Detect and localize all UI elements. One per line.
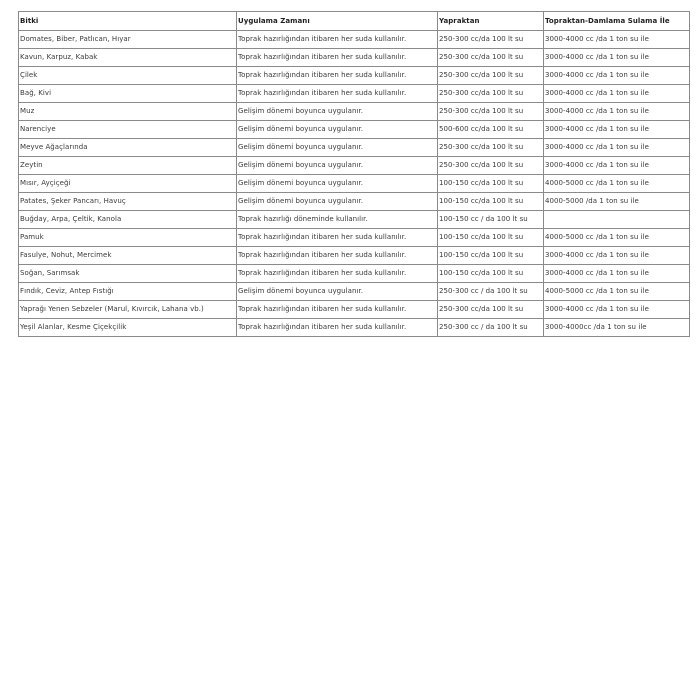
cell-application-time: Toprak hazırlığından itibaren her suda kullanılır. (237, 229, 438, 247)
cell-application-time: Toprak hazırlığından itibaren her suda kullanılır. (237, 319, 438, 337)
cell-plant: Fındık, Ceviz, Antep Fıstığı (19, 283, 237, 301)
cell-application-time: Toprak hazırlığından itibaren her suda kullanılır. (237, 31, 438, 49)
cell-application-time: Gelişim dönemi boyunca uygulanır. (237, 139, 438, 157)
cell-soil-drip: 3000-4000 cc /da 1 ton su ile (544, 85, 690, 103)
cell-application-time: Toprak hazırlığından itibaren her suda kullanılır. (237, 85, 438, 103)
table-row (19, 265, 690, 283)
table-row (19, 319, 690, 337)
cell-plant: Yaprağı Yenen Sebzeler (Marul, Kıvırcık, Lahana vb.) (19, 301, 237, 319)
table-row (19, 193, 690, 211)
cell-application-time: Toprak hazırlığından itibaren her suda kullanılır. (237, 49, 438, 67)
header-application-time: Uygulama Zamanı (237, 12, 438, 31)
cell-foliar: 250-300 cc / da 100 lt su (438, 319, 544, 337)
cell-foliar: 100-150 cc/da 100 lt su (438, 175, 544, 193)
cell-plant: Domates, Biber, Patlıcan, Hıyar (19, 31, 237, 49)
cell-application-time: Gelişim dönemi boyunca uygulanır. (237, 175, 438, 193)
cell-application-time: Toprak hazırlığından itibaren her suda kullanılır. (237, 247, 438, 265)
cell-soil-drip: 3000-4000 cc /da 1 ton su ile (544, 157, 690, 175)
header-foliar: Yapraktan (438, 12, 544, 31)
cell-foliar: 250-300 cc/da 100 lt su (438, 301, 544, 319)
header-plant: Bitki (19, 12, 237, 31)
table-row (19, 49, 690, 67)
cell-soil-drip: 3000-4000 cc /da 1 ton su ile (544, 49, 690, 67)
cell-application-time: Gelişim dönemi boyunca uygulanır. (237, 103, 438, 121)
cell-soil-drip: 3000-4000 cc /da 1 ton su ile (544, 31, 690, 49)
cell-plant: Fasulye, Nohut, Mercimek (19, 247, 237, 265)
cell-plant: Yeşil Alanlar, Kesme Çiçekçilik (19, 319, 237, 337)
cell-application-time: Gelişim dönemi boyunca uygulanır. (237, 121, 438, 139)
cell-foliar: 250-300 cc/da 100 lt su (438, 85, 544, 103)
cell-soil-drip: 3000-4000 cc /da 1 ton su ile (544, 247, 690, 265)
cell-plant: Buğday, Arpa, Çeltik, Kanola (19, 211, 237, 229)
cell-plant: Patates, Şeker Pancarı, Havuç (19, 193, 237, 211)
cell-soil-drip: 3000-4000 cc /da 1 ton su ile (544, 139, 690, 157)
cell-foliar: 250-300 cc/da 100 lt su (438, 49, 544, 67)
cell-foliar: 100-150 cc/da 100 lt su (438, 193, 544, 211)
cell-soil-drip: 4000-5000 cc /da 1 ton su ile (544, 283, 690, 301)
table-row (19, 211, 690, 229)
table-row (19, 103, 690, 121)
table-row (19, 67, 690, 85)
dosage-table (18, 11, 690, 337)
cell-application-time: Toprak hazırlığından itibaren her suda kullanılır. (237, 301, 438, 319)
cell-foliar: 100-150 cc/da 100 lt su (438, 229, 544, 247)
cell-plant: Soğan, Sarımsak (19, 265, 237, 283)
table-row (19, 301, 690, 319)
cell-soil-drip: 3000-4000 cc /da 1 ton su ile (544, 121, 690, 139)
cell-plant: Narenciye (19, 121, 237, 139)
cell-soil-drip: 3000-4000 cc /da 1 ton su ile (544, 301, 690, 319)
table-body (19, 31, 690, 337)
cell-application-time: Toprak hazırlığından itibaren her suda kullanılır. (237, 265, 438, 283)
table-row (19, 229, 690, 247)
cell-plant: Zeytin (19, 157, 237, 175)
cell-foliar: 100-150 cc/da 100 lt su (438, 265, 544, 283)
table-row (19, 247, 690, 265)
cell-foliar: 250-300 cc/da 100 lt su (438, 157, 544, 175)
table-row (19, 157, 690, 175)
cell-soil-drip: 3000-4000cc /da 1 ton su ile (544, 319, 690, 337)
cell-application-time: Gelişim dönemi boyunca uygulanır. (237, 193, 438, 211)
cell-soil-drip: 3000-4000 cc /da 1 ton su ile (544, 67, 690, 85)
cell-foliar: 500-600 cc/da 100 lt su (438, 121, 544, 139)
header-soil-drip: Topraktan-Damlama Sulama İle (544, 12, 690, 31)
cell-soil-drip: 4000-5000 cc /da 1 ton su ile (544, 175, 690, 193)
cell-soil-drip: 4000-5000 /da 1 ton su ile (544, 193, 690, 211)
cell-foliar: 100-150 cc/da 100 lt su (438, 247, 544, 265)
cell-soil-drip (544, 211, 690, 229)
table-row (19, 283, 690, 301)
cell-foliar: 250-300 cc/da 100 lt su (438, 139, 544, 157)
cell-foliar: 250-300 cc/da 100 lt su (438, 31, 544, 49)
table-row (19, 175, 690, 193)
cell-plant: Muz (19, 103, 237, 121)
cell-application-time: Gelişim dönemi boyunca uygulanır. (237, 157, 438, 175)
cell-plant: Bağ, Kivi (19, 85, 237, 103)
cell-plant: Meyve Ağaçlarında (19, 139, 237, 157)
table-row (19, 121, 690, 139)
cell-plant: Pamuk (19, 229, 237, 247)
table-row (19, 139, 690, 157)
dosage-table-container (18, 11, 689, 337)
cell-foliar: 250-300 cc/da 100 lt su (438, 67, 544, 85)
cell-foliar: 250-300 cc/da 100 lt su (438, 103, 544, 121)
cell-soil-drip: 3000-4000 cc /da 1 ton su ile (544, 265, 690, 283)
table-row (19, 85, 690, 103)
cell-soil-drip: 4000-5000 cc /da 1 ton su ile (544, 229, 690, 247)
cell-application-time: Toprak hazırlığından itibaren her suda kullanılır. (237, 67, 438, 85)
cell-soil-drip: 3000-4000 cc /da 1 ton su ile (544, 103, 690, 121)
cell-application-time: Toprak hazırlığı döneminde kullanılır. (237, 211, 438, 229)
cell-plant: Kavun, Karpuz, Kabak (19, 49, 237, 67)
cell-plant: Çilek (19, 67, 237, 85)
cell-application-time: Gelişim dönemi boyunca uygulanır. (237, 283, 438, 301)
cell-foliar: 250-300 cc / da 100 lt su (438, 283, 544, 301)
cell-plant: Mısır, Ayçiçeği (19, 175, 237, 193)
table-row (19, 31, 690, 49)
table-header-row (19, 12, 690, 31)
cell-foliar: 100-150 cc / da 100 lt su (438, 211, 544, 229)
